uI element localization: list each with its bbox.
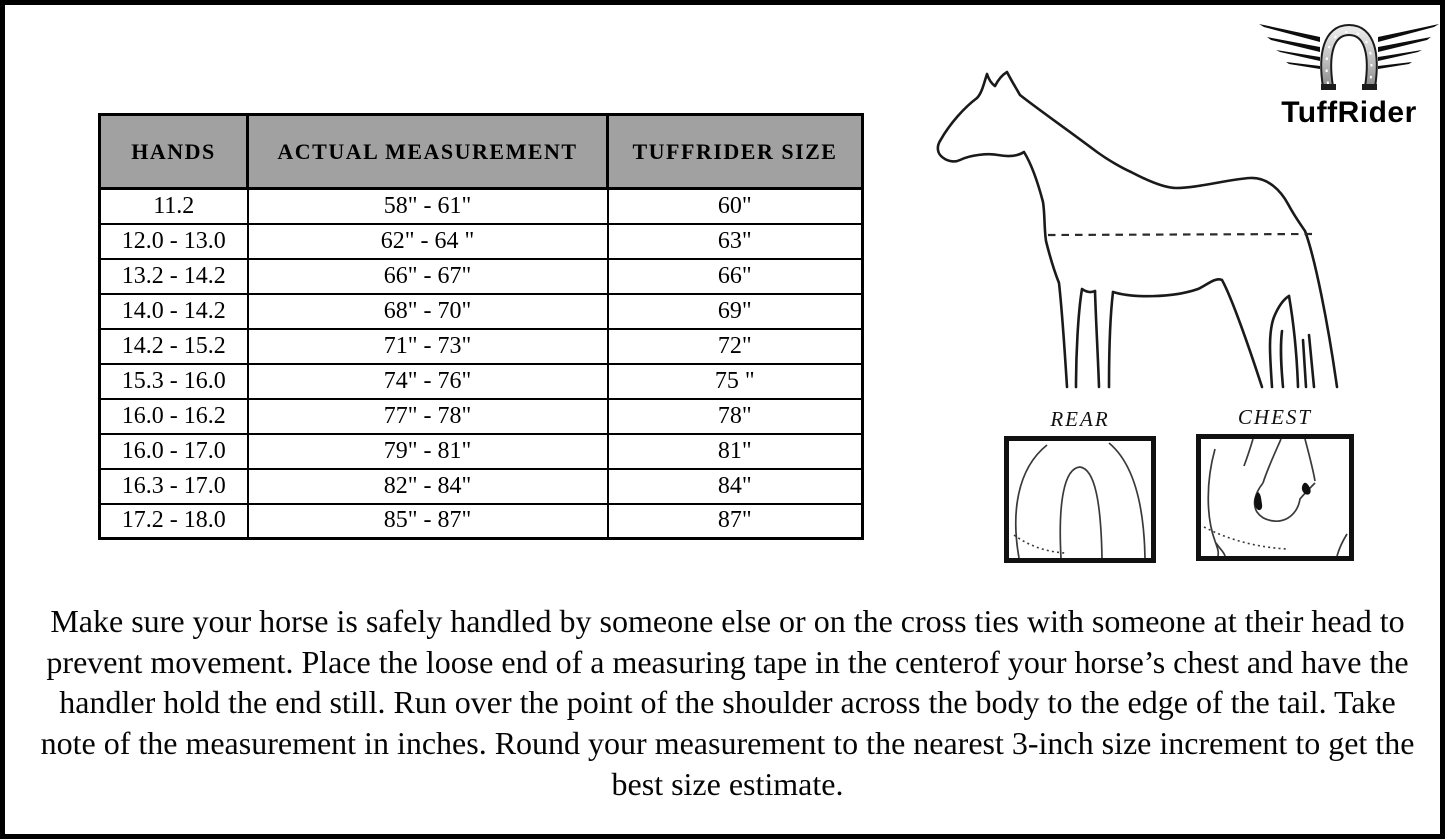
cell-hands: 16.3 - 17.0	[100, 469, 248, 504]
cell-measurement: 82" - 84"	[248, 469, 608, 504]
table-header-row	[100, 115, 863, 189]
cell-size: 75 "	[608, 364, 863, 399]
horse-chest-sketch	[1201, 439, 1349, 556]
cell-size: 66"	[608, 259, 863, 294]
table-row	[100, 399, 863, 434]
table-row	[100, 189, 863, 224]
measuring-instructions: Make sure your horse is safely handled by someone else or on the cross ties with someone at their head to prevent movement. Place the loose end of a measuring tape in the centerof your horse’s chest and have the handler hold the end still. Run over the point of the shoulder across the body to the edge of the tail. Take note of the measurement in inches. Round your measurement to the nearest 3-inch size increment to get the best size estimate.	[40, 603, 1415, 802]
brand-name: TuffRider	[1281, 96, 1417, 129]
cell-hands: 15.3 - 16.0	[100, 364, 248, 399]
table-row	[100, 364, 863, 399]
rear-view-diagram	[1004, 436, 1156, 563]
measurement-line	[1048, 234, 1312, 235]
cell-measurement: 74" - 76"	[248, 364, 608, 399]
right-nostril	[1302, 483, 1311, 495]
cell-size: 81"	[608, 434, 863, 469]
table-row	[100, 434, 863, 469]
horse-side-view-diagram	[910, 55, 1350, 395]
cell-size: 87"	[608, 504, 863, 539]
horse-rear-sketch	[1009, 441, 1151, 558]
chest-label: CHEST	[1237, 405, 1313, 429]
cell-size: 72"	[608, 329, 863, 364]
cell-size: 60"	[608, 189, 863, 224]
horse-underline	[938, 141, 1067, 387]
cell-measurement: 68" - 70"	[248, 294, 608, 329]
horse-topline	[940, 72, 1337, 387]
cell-hands: 13.2 - 14.2	[100, 259, 248, 294]
cell-hands: 11.2	[100, 189, 248, 224]
cell-size: 63"	[608, 224, 863, 259]
table-row	[100, 504, 863, 539]
cell-measurement: 79" - 81"	[248, 434, 608, 469]
cell-hands: 14.2 - 15.2	[100, 329, 248, 364]
table-row	[100, 469, 863, 504]
table-row	[100, 224, 863, 259]
cell-measurement: 66" - 67"	[248, 259, 608, 294]
col-header-tuffrider-size: TUFFRIDER SIZE	[608, 115, 863, 189]
size-table	[98, 113, 864, 540]
cell-hands: 16.0 - 16.2	[100, 399, 248, 434]
table-row	[100, 294, 863, 329]
cell-measurement: 85" - 87"	[248, 504, 608, 539]
cell-measurement: 71" - 73"	[248, 329, 608, 364]
cell-size: 84"	[608, 469, 863, 504]
table-row	[100, 259, 863, 294]
cell-hands: 12.0 - 13.0	[100, 224, 248, 259]
cell-measurement: 77" - 78"	[248, 399, 608, 434]
rear-label: REAR	[1050, 407, 1110, 431]
col-header-actual-measurement: ACTUAL MEASUREMENT	[248, 115, 608, 189]
cell-size: 69"	[608, 294, 863, 329]
col-header-hands: HANDS	[100, 115, 248, 189]
cell-size: 78"	[608, 399, 863, 434]
chest-view-diagram	[1196, 434, 1354, 561]
cell-measurement: 62" - 64 "	[248, 224, 608, 259]
cell-hands: 14.0 - 14.2	[100, 294, 248, 329]
cell-measurement: 58" - 61"	[248, 189, 608, 224]
cell-hands: 16.0 - 17.0	[100, 434, 248, 469]
table-row	[100, 329, 863, 364]
cell-hands: 17.2 - 18.0	[100, 504, 248, 539]
